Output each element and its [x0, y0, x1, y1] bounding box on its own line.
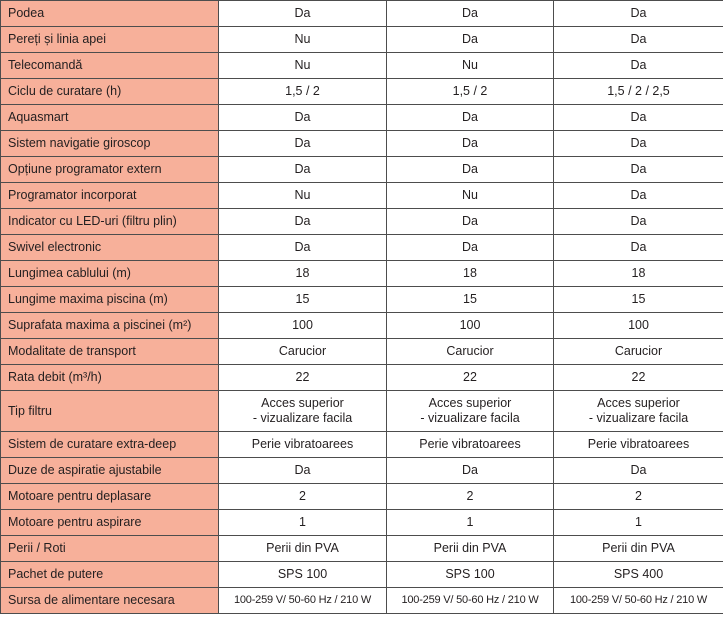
cell-value: Da: [554, 131, 723, 157]
row-label: Sursa de alimentare necesara: [1, 588, 219, 614]
row-label: Lungimea cablului (m): [1, 261, 219, 287]
table-row: [1, 53, 723, 79]
cell-line: Acces superior: [597, 396, 680, 410]
table-row: [1, 131, 723, 157]
table-row: [1, 588, 723, 614]
table-row: [1, 562, 723, 588]
cell-value: Perie vibratoarees: [387, 432, 554, 458]
cell-value: Da: [219, 458, 387, 484]
table-row: [1, 510, 723, 536]
cell-line: - vizualizare facila: [420, 411, 520, 425]
cell-value: 1,5 / 2: [219, 79, 387, 105]
cell-value: Da: [387, 157, 554, 183]
row-label: Duze de aspiratie ajustabile: [1, 458, 219, 484]
row-label: Aquasmart: [1, 105, 219, 131]
cell-value: Da: [219, 209, 387, 235]
cell-value: Da: [554, 157, 723, 183]
cell-value: Da: [554, 1, 723, 27]
row-label: Perii / Roti: [1, 536, 219, 562]
cell-value: [387, 391, 554, 432]
table-row: [1, 261, 723, 287]
cell-value: 100-259 V/ 50-60 Hz / 210 W: [219, 588, 387, 614]
cell-value: Da: [554, 458, 723, 484]
table-row: [1, 536, 723, 562]
cell-value: SPS 100: [219, 562, 387, 588]
cell-value: Perii din PVA: [219, 536, 387, 562]
cell-value: Carucior: [387, 339, 554, 365]
row-label: Tip filtru: [1, 391, 219, 432]
row-label: Motoare pentru aspirare: [1, 510, 219, 536]
cell-value: Da: [219, 1, 387, 27]
row-label: Telecomandă: [1, 53, 219, 79]
table-row: [1, 183, 723, 209]
cell-value: Da: [387, 105, 554, 131]
cell-value: 22: [554, 365, 723, 391]
cell-value: Da: [554, 183, 723, 209]
table-row: [1, 157, 723, 183]
cell-line: Acces superior: [261, 396, 344, 410]
table-row: [1, 484, 723, 510]
cell-value: Perii din PVA: [554, 536, 723, 562]
cell-value: SPS 400: [554, 562, 723, 588]
cell-value: Da: [554, 53, 723, 79]
row-label: Opțiune programator extern: [1, 157, 219, 183]
cell-value: 100-259 V/ 50-60 Hz / 210 W: [387, 588, 554, 614]
cell-value: 100-259 V/ 50-60 Hz / 210 W: [554, 588, 723, 614]
table-row: [1, 79, 723, 105]
cell-value: Da: [554, 27, 723, 53]
cell-value: Perie vibratoarees: [219, 432, 387, 458]
table-row: [1, 287, 723, 313]
cell-value: Da: [554, 209, 723, 235]
cell-value: Da: [387, 458, 554, 484]
cell-value: [554, 391, 723, 432]
cell-value: 1,5 / 2 / 2,5: [554, 79, 723, 105]
cell-value: Da: [387, 1, 554, 27]
cell-value: 2: [554, 484, 723, 510]
cell-value: Da: [219, 131, 387, 157]
cell-value: [219, 391, 387, 432]
cell-value: 1,5 / 2: [387, 79, 554, 105]
cell-value: 22: [219, 365, 387, 391]
cell-value: Da: [219, 235, 387, 261]
cell-value: Nu: [219, 53, 387, 79]
cell-value: Da: [554, 235, 723, 261]
cell-value: Carucior: [219, 339, 387, 365]
row-label: Pachet de putere: [1, 562, 219, 588]
cell-value: Nu: [219, 27, 387, 53]
table-row: [1, 27, 723, 53]
cell-line: Acces superior: [428, 396, 512, 410]
cell-value: 2: [219, 484, 387, 510]
cell-value: Da: [554, 105, 723, 131]
row-label: Programator incorporat: [1, 183, 219, 209]
row-label: Lungime maxima piscina (m): [1, 287, 219, 313]
table-row: [1, 339, 723, 365]
cell-line: - vizualizare facila: [588, 411, 689, 425]
table-row: [1, 458, 723, 484]
row-label: Modalitate de transport: [1, 339, 219, 365]
cell-value: Da: [387, 27, 554, 53]
row-label: Rata debit (m³/h): [1, 365, 219, 391]
cell-value: 18: [554, 261, 723, 287]
cell-value: Nu: [387, 183, 554, 209]
table-row: [1, 1, 723, 27]
row-label: Suprafata maxima a piscinei (m²): [1, 313, 219, 339]
cell-value: Nu: [219, 183, 387, 209]
cell-value: Da: [219, 157, 387, 183]
table-row: [1, 365, 723, 391]
row-label: Podea: [1, 1, 219, 27]
cell-value: 15: [387, 287, 554, 313]
cell-value: Carucior: [554, 339, 723, 365]
cell-value: 1: [219, 510, 387, 536]
row-label: Sistem navigatie giroscop: [1, 131, 219, 157]
table-row: [1, 105, 723, 131]
cell-value: 100: [387, 313, 554, 339]
cell-value: 15: [219, 287, 387, 313]
cell-value: Perii din PVA: [387, 536, 554, 562]
table-row: [1, 432, 723, 458]
row-label: Swivel electronic: [1, 235, 219, 261]
cell-value: 18: [219, 261, 387, 287]
row-label: Sistem de curatare extra-deep: [1, 432, 219, 458]
cell-value: Perie vibratoarees: [554, 432, 723, 458]
cell-value: Da: [387, 131, 554, 157]
cell-value: 15: [554, 287, 723, 313]
cell-value: Nu: [387, 53, 554, 79]
table-row: [1, 313, 723, 339]
cell-value: 18: [387, 261, 554, 287]
cell-value: SPS 100: [387, 562, 554, 588]
cell-line: - vizualizare facila: [252, 411, 353, 425]
row-label: Indicator cu LED-uri (filtru plin): [1, 209, 219, 235]
table-row: [1, 209, 723, 235]
cell-value: Da: [387, 235, 554, 261]
cell-value: 2: [387, 484, 554, 510]
cell-value: 100: [219, 313, 387, 339]
cell-value: 100: [554, 313, 723, 339]
cell-value: 22: [387, 365, 554, 391]
row-label: Motoare pentru deplasare: [1, 484, 219, 510]
cell-value: 1: [554, 510, 723, 536]
row-label: Pereți și linia apei: [1, 27, 219, 53]
cell-value: 1: [387, 510, 554, 536]
table-row: [1, 235, 723, 261]
cell-value: Da: [387, 209, 554, 235]
table-row: [1, 391, 723, 432]
cell-value: Da: [219, 105, 387, 131]
row-label: Ciclu de curatare (h): [1, 79, 219, 105]
